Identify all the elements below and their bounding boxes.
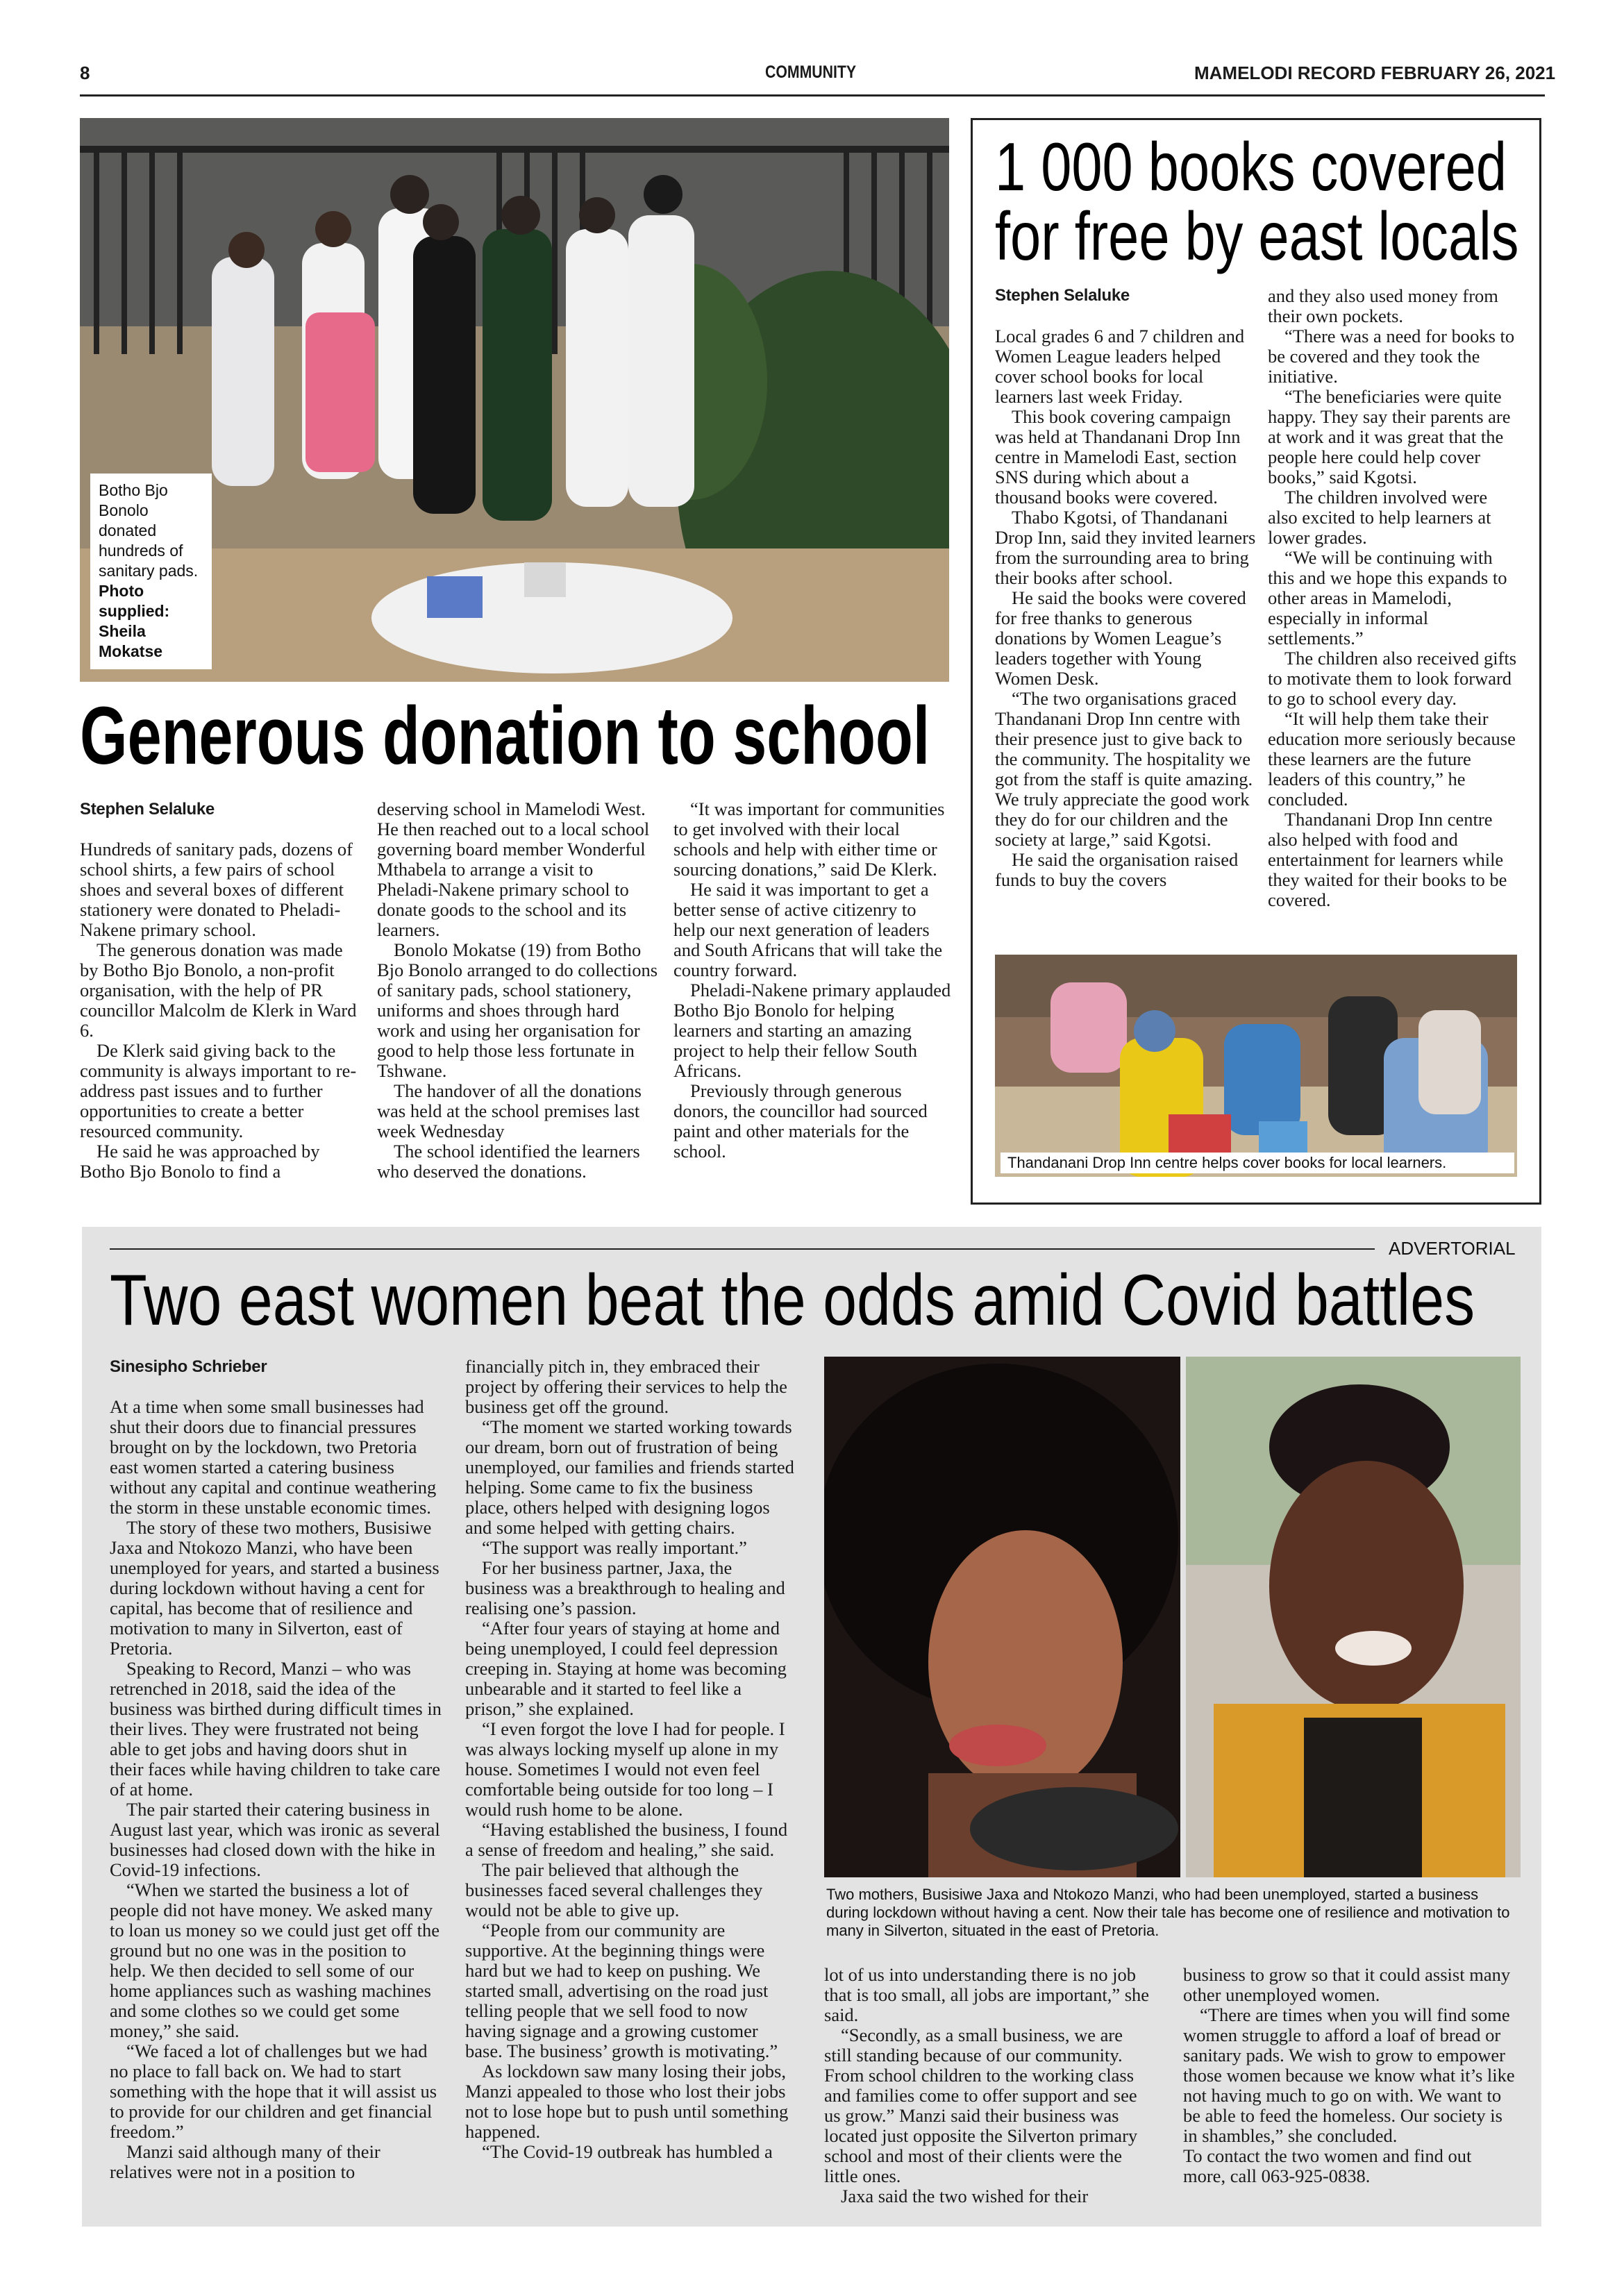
paragraph: “When we started the business a lot of people did not have money. We asked many to loan us money so we could just get off the ground but no one was in the position to help. We then decided to sell some of our home appliances such as washing machines and some clothes so we could get some money,” she said. (110, 1879, 440, 2041)
paragraph: Thandanani Drop Inn centre also helped with food and entertainment for learners while they waited for their books to be covered. (1268, 809, 1507, 910)
paragraph: Pheladi-Nakene primary applauded Botho Bjo Bonolo for helping learners and starting an amazing project to help their fellow South Africans. (673, 980, 951, 1081)
paragraph: He said the books were covered for free thanks to generous donations by Women League’s leaders together with Young Women Desk. (995, 587, 1246, 689)
paragraph: “The Covid-19 outbreak has humbled a (482, 2141, 773, 2162)
donation-photo-caption (90, 474, 212, 669)
paragraph: The school identified the learners who deserved the donations. (377, 1141, 640, 1182)
paragraph: Bonolo Mokatse (19) from Botho Bjo Bonolo arranged to do collections of sanitary pads, school stationery, uniforms and shoes through hard work and using her organisation for good to help those less fortunate in Tshwane. (377, 939, 658, 1081)
paragraph: At a time when some small businesses had shut their doors due to financial pressures brought on by the lockdown, two Pretoria east women started a catering business without any capital and continue weathering the storm in these unstable economic times. (110, 1396, 437, 1518)
section-title: COMMUNITY (765, 62, 857, 82)
paragraph: The pair started their catering business in August last year, which was ironic as several businesses had closed down with the hike in Covid-19 infections. (110, 1799, 440, 1880)
photo-credit: Photo supplied: Sheila Mokatse (99, 582, 170, 660)
paragraph: “I even forgot the love I had for people. I was always locking myself up alone in my house. Sometimes I would not even feel comfortable being outside for too long – I would rush home to be alone. (465, 1718, 785, 1820)
paragraph: The pair believed that although the businesses faced several challenges they would not be able to give up. (465, 1859, 763, 1920)
paragraph: De Klerk said giving back to the community is always important to re-address past issues and to further opportunities to create a better resourced community. (80, 1040, 357, 1141)
paragraph: “After four years of staying at home and being unemployed, I could feel depression creeping in. Staying at home was becoming unbearable and it started to feel like a prison,” she explained. (465, 1618, 787, 1719)
books-photo-caption: Thandanani Drop Inn centre helps cover books for local learners. (1001, 1153, 1514, 1173)
paragraph: “There are times when you will find some women struggle to afford a loaf of bread or sanitary pads. We wish to grow to empower those women because we know what it’s like not having much to go on with. We want to be able to feed the homeless. Our society is in shambles,” she concluded. (1183, 2004, 1515, 2146)
paragraph: Thabo Kgotsi, of Thandanani Drop Inn, said they invited learners from the surrounding area to bring their books after school. (995, 507, 1256, 588)
publication-dateline: MAMELODI RECORD FEBRUARY 26, 2021 (1194, 62, 1556, 83)
advertorial-column-3 (824, 1965, 1154, 2206)
paragraph: Speaking to Record, Manzi – who was retrenched in 2018, said the idea of the business was birthed during difficult times in their lives. They were frustrated not being able to get jobs and having doors shut in their faces while having children to take care of at home. (110, 1658, 442, 1800)
paragraph: He said the organisation raised funds to buy the covers (995, 849, 1239, 890)
paragraph: lot of us into understanding there is no job that is too small, all jobs are important,” she said. (824, 1964, 1150, 2025)
advertorial-column-4 (1183, 1965, 1515, 2186)
paragraph: Local grades 6 and 7 children and Women League leaders helped cover school books for local learners last week Friday. (995, 326, 1245, 407)
paragraph: The children involved were also excited to help learners at lower grades. (1268, 487, 1491, 548)
paragraph: “We faced a lot of challenges but we had no place to fall back on. We had to start something with the hope that it will assist us to provide for our children and get financial freedom.” (110, 2041, 437, 2142)
paragraph: The generous donation was made by Botho Bjo Bonolo, a non-profit organisation, with the help of PR councillor Malcolm de Klerk in Ward 6. (80, 939, 357, 1041)
books-headline-line-2: for free by east locals (995, 198, 1519, 274)
paragraph: Previously through generous donors, the councillor had sourced paint and other materials for the school. (673, 1080, 928, 1162)
books-column-1 (995, 326, 1257, 890)
paragraph: Manzi said although many of their relatives were not in a position to (110, 2141, 380, 2182)
books-column-2 (1268, 286, 1521, 910)
books-headline-line-1: 1 000 books covered (995, 128, 1507, 205)
paragraph: Jaxa said the two wished for their (841, 2186, 1089, 2206)
paragraph: Hundreds of sanitary pads, dozens of school shirts, a few pairs of school shoes and several boxes of different stationery were donated to Pheladi-Nakene primary school. (80, 839, 353, 940)
paragraph: “It was important for communities to get involved with their local schools and help with either time or sourcing donations,” said De Klerk. (673, 798, 945, 880)
paragraph: business to grow so that it could assist many other unemployed women. (1183, 1964, 1511, 2005)
paragraph: The children also received gifts to motivate them to look forward to go to school every day. (1268, 648, 1517, 709)
advertorial-photo-caption: Two mothers, Busisiwe Jaxa and Ntokozo Manzi, who had been unemployed, started a business during lockdown without having a cent. Now their tale has become one of resilience and motivation to many in Silverton, situated in the east of Pretoria. (826, 1886, 1510, 1939)
paragraph: “The two organisations graced Thandanani Drop Inn centre with their presence just to give back to the community. The hospitality we got from the staff is quite amazing. We truly appreciate the good work they do for our children and the society at large,” said Kgotsi. (995, 688, 1253, 850)
header-rule (80, 94, 1545, 97)
advertorial-column-2 (465, 1357, 798, 2162)
paragraph: “The beneficiaries were quite happy. They say their parents are at work and it was great that the people here could help cover books,” said Kgotsi. (1268, 386, 1511, 487)
advertorial-rule (110, 1248, 1375, 1250)
books-byline: Stephen Selaluke (995, 286, 1130, 305)
paragraph: “We will be continuing with this and we hope this expands to other areas in Mamelodi, especially in informal settlements.” (1268, 547, 1507, 648)
paragraph: He said he was approached by Botho Bjo Bonolo to find a (80, 1141, 320, 1182)
paragraph: deserving school in Mamelodi West. He then reached out to a local school governing board member Wonderful Mthabela to arrange a visit to Pheladi-Nakene primary school to donate goods to the school and its learners. (377, 798, 650, 940)
paragraph: This book covering campaign was held at Thandanani Drop Inn centre in Mamelodi East, section SNS during which about a thousand books were covered. (995, 406, 1241, 508)
paragraph: financially pitch in, they embraced their project by offering their services to help the business get off the ground. (465, 1356, 787, 1417)
page-number: 8 (80, 62, 90, 83)
advertorial-headline: Two east women beat the odds amid Covid battles (110, 1260, 1475, 1341)
advertorial-byline: Sinesipho Schrieber (110, 1357, 267, 1376)
paragraph: The handover of all the donations was held at the school premises last week Wednesday (377, 1080, 642, 1141)
donation-byline: Stephen Selaluke (80, 800, 215, 819)
paragraph: “The support was really important.” (482, 1537, 747, 1558)
advertorial-label: ADVERTORIAL (1389, 1238, 1516, 1259)
caption-text: Botho Bjo Bonolo donated hundreds of sanitary pads. (99, 481, 199, 580)
paragraph: To contact the two women and find out more, call 063-925-0838. (1183, 2145, 1472, 2186)
paragraph: “The moment we started working towards our dream, born out of frustration of being unemployed, our families and friends started helping. Some came to fix the business place, others helped with designing logos and some helped with getting chairs. (465, 1416, 794, 1538)
paragraph: For her business partner, Jaxa, the business was a breakthrough to healing and realising one’s passion. (465, 1557, 785, 1618)
paragraph: “It will help them take their education more seriously because these learners are the future leaders of this country,” he concluded. (1268, 708, 1516, 810)
donation-headline: Generous donation to school (80, 690, 930, 782)
paragraph: “There was a need for books to be covered and they took the initiative. (1268, 326, 1515, 387)
paragraph: He said it was important to get a better sense of active citizenry to help our next generation of leaders and South Africans that will take the country forward. (673, 879, 943, 980)
paragraph: “Having established the business, I found a sense of freedom and healing,” she said. (465, 1819, 788, 1860)
books-photo (995, 955, 1517, 1177)
advertorial-column-1 (110, 1397, 442, 2182)
paragraph: As lockdown saw many losing their jobs, Manzi appealed to those who lost their jobs not to lose hope but to push until something happened. (465, 2061, 789, 2142)
paragraph: “People from our community are supportive. At the beginning things were hard but we had to keep on pushing. We started small, advertising on the road just telling people that we sell food to now having signage and a growing customer base. The business’ growth is motivating.” (465, 1920, 778, 2061)
portrait-photo-jaxa (824, 1357, 1180, 1877)
donation-column-3 (673, 799, 951, 1162)
donation-column-1 (80, 839, 361, 1182)
donation-column-2 (377, 799, 658, 1182)
paragraph: The story of these two mothers, Busisiwe Jaxa and Ntokozo Manzi, who have been unemployed for years, and started a business during lockdown without having a cent for capital, has become that of resilience and motivation to many in Silverton, east of Pretoria. (110, 1517, 440, 1659)
paragraph: and they also used money from their own pockets. (1268, 285, 1498, 326)
paragraph: “Secondly, as a small business, we are still standing because of our community. From school children to the working class and families come to offer support and see us grow.” Manzi said their business was located just opposite the Silverton primary school and most of their clients were the little ones. (824, 2025, 1138, 2186)
portrait-photo-manzi (1186, 1357, 1521, 1877)
